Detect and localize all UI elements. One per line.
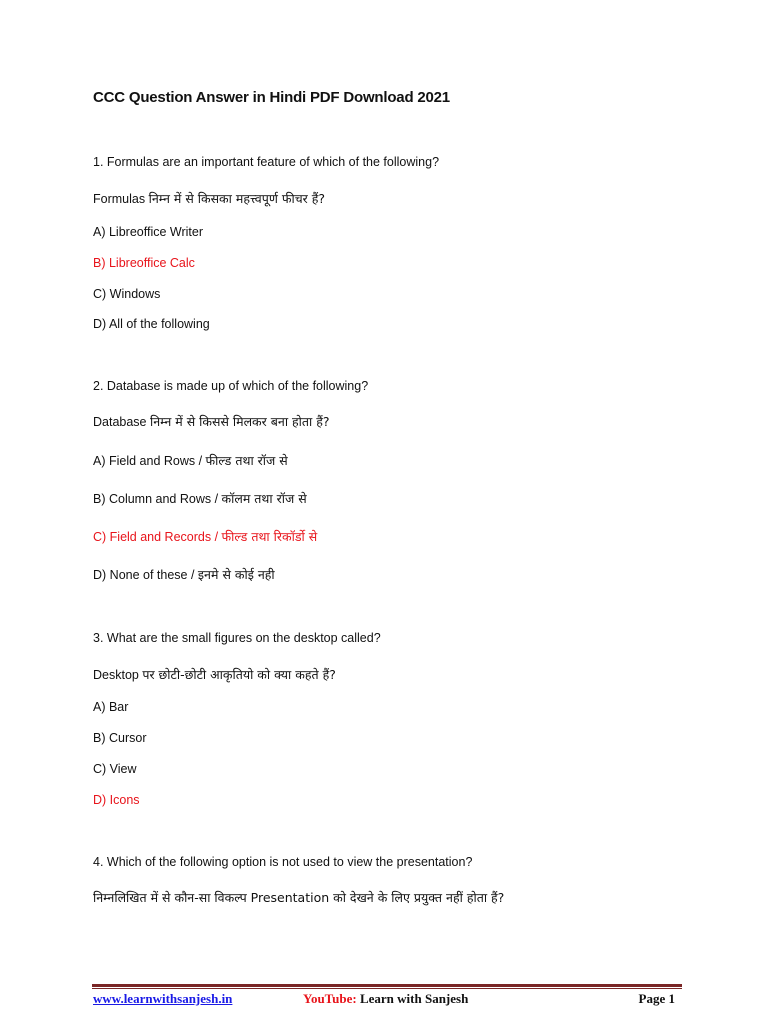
question-3-option-d-correct: D) Icons (93, 793, 140, 807)
question-2-text: 2. Database is made up of which of the following? (93, 379, 369, 393)
question-1-option-d: D) All of the following (93, 317, 210, 331)
question-4-hindi (93, 889, 504, 906)
option-hindi: कॉलम तथा रॉज से (221, 491, 307, 506)
question-3-hindi-prefix: Desktop (93, 668, 143, 682)
question-2-option-c-correct (93, 528, 317, 545)
footer-youtube (303, 991, 468, 1007)
question-3-hindi (93, 666, 336, 683)
question-1-hindi-prefix: Formulas (93, 192, 149, 206)
page-number: Page 1 (638, 991, 675, 1006)
question-3-option-c: C) View (93, 762, 137, 776)
question-1-option-a: A) Libreoffice Writer (93, 225, 203, 239)
option-label: C) Field and Records / (93, 530, 222, 544)
option-label: B) Column and Rows / (93, 492, 222, 506)
question-2-hindi-prefix: Database (93, 415, 150, 429)
question-3-hindi-text: पर छोटी-छोटी आकृतियो को क्या कहते हैं? (142, 667, 336, 682)
option-hindi: इनमे से कोई नही (197, 567, 275, 582)
question-2-option-d (93, 566, 275, 583)
option-hindi: फील्ड तथा रॉज से (205, 453, 288, 468)
question-2-hindi-text: निम्न में से किससे मिलकर बना होता हैं? (149, 414, 330, 429)
footer-divider-thin (92, 988, 682, 989)
question-3-option-a: A) Bar (93, 700, 129, 714)
option-hindi: फील्ड तथा रिकॉर्डो से (221, 529, 318, 544)
youtube-channel: Learn with Sanjesh (356, 991, 469, 1006)
question-1-option-c: C) Windows (93, 287, 161, 301)
footer-website-link[interactable]: www.learnwithsanjesh.in (93, 991, 233, 1006)
question-1-hindi-text: निम्न में से किसका महत्त्वपूर्ण फीचर हैं? (148, 191, 326, 206)
document-title: CCC Question Answer in Hindi PDF Download 2021 (93, 89, 450, 106)
question-4-text: 4. Which of the following option is not used to view the presentation? (93, 855, 473, 869)
question-1-hindi (93, 190, 325, 207)
question-4-hindi-text: निम्नलिखित में से कौन-सा विकल्प Presentation को देखने के लिए प्रयुक्त नहीं होता हैं? (93, 890, 505, 905)
question-2-option-b (93, 490, 307, 507)
option-label: A) Field and Rows / (93, 454, 206, 468)
question-1-text: 1. Formulas are an important feature of which of the following? (93, 155, 440, 169)
question-3-text: 3. What are the small figures on the desktop called? (93, 631, 381, 645)
question-3-option-b: B) Cursor (93, 731, 147, 745)
question-2-option-a (93, 452, 288, 469)
option-label: D) None of these / (93, 568, 198, 582)
footer-divider (92, 984, 682, 987)
question-1-option-b-correct: B) Libreoffice Calc (93, 256, 195, 270)
youtube-label: YouTube: (303, 991, 357, 1006)
question-2-hindi (93, 413, 330, 430)
